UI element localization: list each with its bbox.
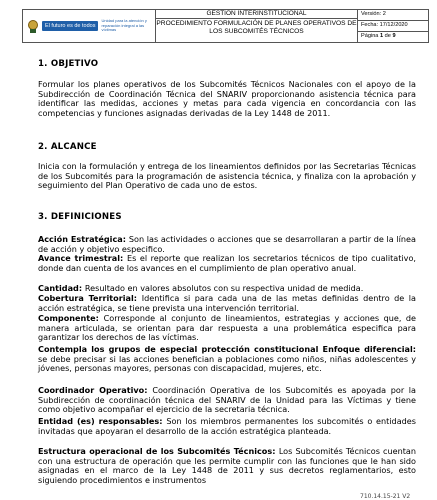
footer-code: 710.14.15-21 V2 xyxy=(360,493,411,500)
header-meta xyxy=(358,10,428,42)
definition-text: Identifica si para cada una de las metas definidas dentro de la acción estratégica, se tiene prevista una intervención territorial. xyxy=(38,293,416,313)
objetivo-text: Formular los planes operativos de los Subcomités Técnicos Nacionales con el apoyo de la Subdirección de Coordinación Técnica del SNARIV proporcionando asistencia técnica para identificar las medidas, acciones y metas para cada vigencia en concordancia con las competencias y funciones asignadas derivadas de la Ley 1448 de 2011. xyxy=(38,79,416,119)
alcance-heading: 2. ALCANCE xyxy=(38,142,97,152)
objetivo-heading: 1. OBJETIVO xyxy=(38,59,99,69)
definition-item: Estructura operacional de los Subcomités Técnicos: Los Subcomités Técnicos cuentan con una estructura de operación que les permite cumplir con las funciones que le han sido asignadas en el marco de la Ley 1448 de 2011 y sus decretos reglamentarios, esto siguiendo procedimientos e instrumentos xyxy=(38,446,417,486)
date-label: Fecha: 17/12/2020 xyxy=(358,21,428,32)
version-label: Versión: 2 xyxy=(358,10,428,21)
definition-term: Componente xyxy=(38,313,96,323)
department-name: GESTION INTERINSTITUCIONAL xyxy=(156,10,357,19)
government-badge: El futuro es de todos xyxy=(42,21,98,31)
definition-text: Los Subcomités Técnicos cuentan con una estructura de operación que les permite cumplir con las funciones que le han sido asignadas en el marco de la Ley 1448 de 2011 y sus decretos reglamentarios, esto siguiendo procedimientos e instrumentos xyxy=(38,446,417,486)
definition-item: Avance trimestral: Es el reporte que realizan los secretarios técnicos de tipo cualitativo, donde dan cuenta de los avances en el cumplimiento de plan operativo anual. xyxy=(38,253,416,273)
alcance-text: Inicia con la formulación y entrega de los lineamientos definidos por las Secretarias Técnicas de los Subcomités para la programación de asistencia técnica, y finaliza con la aprobación y seguimiento del Plan Operativo de cada uno de estos. xyxy=(38,161,416,191)
document-header xyxy=(22,9,429,43)
definition-term: Estructura operacional de los Subcomités Técnicos xyxy=(38,446,273,456)
definition-term: Cantidad xyxy=(38,283,79,293)
header-title-block xyxy=(156,10,358,42)
definition-text: Son las actividades o acciones que se desarrollaran a partir de la línea de acción y objetivo especifico. xyxy=(38,234,416,254)
definition-item: Cobertura Territorial: Identifica si para cada una de las metas definidas dentro de la acción estratégica, se tiene prevista una intervención territorial. xyxy=(38,293,416,313)
definition-item: Cantidad: Resultado en valores absolutos con su respectiva unidad de medida. xyxy=(38,283,364,293)
definition-text: se debe precisar si las acciones benefician a poblaciones como niños, niñas adolescentes y jóvenes, personas mayores, personas con discapacidad, mujeres, etc. xyxy=(38,353,416,374)
definition-term: Coordinador Operativo xyxy=(38,385,145,395)
definition-text: Corresponde al conjunto de lineamientos, estrategias y acciones que, de manera articulada, se orientan para dar respuesta a una problemática especifica para garantizar los derechos de las víctimas. xyxy=(38,313,416,343)
definition-item: Coordinador Operativo: Coordinación Operativa de los Subcomités es apoyada por la Subdirección de coordinación técnica del SNARIV de la Unidad para las Víctimas y tiene como objetivo acompañar el ejercicio de la secretaria técnica. xyxy=(38,385,417,415)
definition-term: Cobertura Territorial xyxy=(38,293,134,303)
definition-item: Acción Estratégica: Son las actividades o acciones que se desarrollaran a partir de la línea de acción y objetivo especifico. xyxy=(38,234,416,254)
definition-term: Acción Estratégica xyxy=(38,234,123,244)
definition-item: Contempla los grupos de especial protección constitucional Enfoque diferencial: se debe precisar si las acciones benefician a poblaciones como niños, niñas adolescentes y jóvenes, personas mayores, personas con discapacidad, mujeres, etc. xyxy=(38,344,416,374)
definition-item: Componente: Corresponde al conjunto de lineamientos, estrategias y acciones que, de manera articulada, se orientan para dar respuesta a una problemática especifica para garantizar los derechos de las víctimas. xyxy=(38,313,416,343)
logo-block xyxy=(23,10,156,42)
unit-name: Unidad para la atención y reparación integral a las víctimas xyxy=(101,18,147,33)
definition-term: Contempla los grupos de especial protección constitucional Enfoque diferencial xyxy=(38,344,413,354)
definition-term: Entidad (es) responsables xyxy=(38,416,160,426)
definition-term: Avance trimestral xyxy=(38,253,121,263)
definition-text: Es el reporte que realizan los secretarios técnicos de tipo cualitativo, donde dan cuenta de los avances en el cumplimiento de plan operativo anual. xyxy=(38,253,416,273)
document-title: PROCEDIMIENTO FORMULACIÓN DE PLANES OPERATIVOS DE LOS SUBCOMITÉS TÉCNICOS xyxy=(156,20,357,35)
definition-item: Entidad (es) responsables: Son los miembros permanentes los subcomités o entidades invitadas que apoyaran el desarrollo de la acción estratégica planteada. xyxy=(38,416,416,436)
definiciones-heading: 3. DEFINICIONES xyxy=(38,212,122,222)
definition-text: Coordinación Operativa de los Subcomités es apoyada por la Subdirección de coordinación técnica del SNARIV de la Unidad para las Víctimas y tiene como objetivo acompañar el ejercicio de la secretaria técnica. xyxy=(38,385,417,415)
definition-text: Resultado en valores absolutos con su respectiva unidad de medida. xyxy=(84,283,364,293)
definition-text: Son los miembros permanentes los subcomités o entidades invitadas que apoyaran el desarrollo de la acción estratégica planteada. xyxy=(38,416,416,436)
page-label: Página 1 de 9 xyxy=(361,33,396,39)
colombia-seal-icon xyxy=(27,20,39,33)
